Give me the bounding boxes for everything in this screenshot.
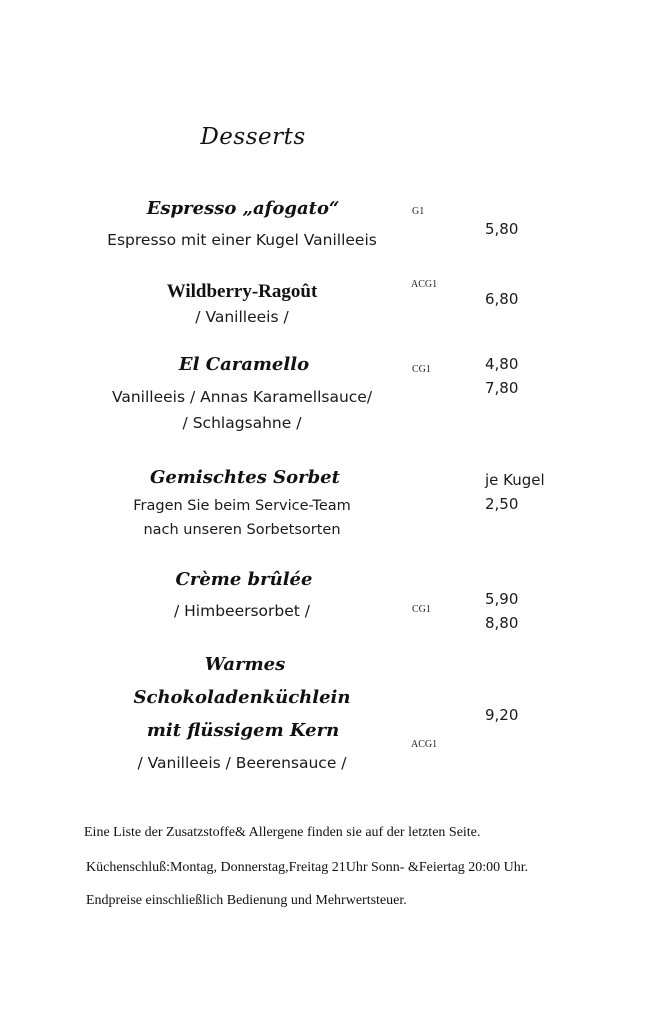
page-title: Desserts bbox=[200, 124, 306, 150]
menu-item-description: Vanilleeis / Annas Karamellsauce/ bbox=[111, 388, 373, 406]
menu-item-price: 7,80 bbox=[485, 379, 519, 397]
allergen-code: ACG1 bbox=[411, 279, 438, 290]
menu-item-description: Espresso mit einer Kugel Vanilleeis bbox=[107, 231, 377, 249]
menu-item-description: Fragen Sie beim Service-Team bbox=[133, 498, 351, 514]
menu-item-description: / Himbeersorbet / bbox=[173, 602, 311, 620]
allergen-code: ACG1 bbox=[411, 739, 438, 750]
menu-item-name: Crème brûlée bbox=[175, 569, 313, 590]
kitchen-hours-note: Küchenschluß:Montag, Donnerstag,Freitag 21Uhr Sonn- &Feiertag 20:00 Uhr. bbox=[86, 860, 529, 875]
allergen-code: G1 bbox=[412, 206, 425, 217]
menu-item-price: 5,80 bbox=[485, 220, 519, 238]
allergen-note: Eine Liste der Zusatzstoffe& Allergene finden sie auf der letzten Seite. bbox=[84, 825, 481, 840]
menu-item-price: 2,50 bbox=[485, 495, 519, 513]
menu-item-price-note: je Kugel bbox=[485, 471, 545, 489]
menu-item-name: El Caramello bbox=[178, 354, 310, 375]
allergen-code: CG1 bbox=[412, 364, 431, 375]
menu-item-price: 5,90 bbox=[485, 590, 519, 608]
menu-item-description: nach unseren Sorbetsorten bbox=[143, 522, 341, 538]
menu-item-name: Gemischtes Sorbet bbox=[150, 467, 340, 488]
menu-item-name: Schokoladenküchlein bbox=[133, 687, 351, 708]
menu-item-price: 6,80 bbox=[485, 290, 519, 308]
menu-item-description: / Vanilleeis / bbox=[195, 308, 289, 326]
menu-item-price: 8,80 bbox=[485, 614, 519, 632]
menu-item-description: / Vanilleeis / Beerensauce / bbox=[137, 754, 347, 772]
menu-item-name: Espresso „afogato“ bbox=[146, 198, 340, 219]
allergen-code: CG1 bbox=[412, 604, 431, 615]
menu-item-price: 9,20 bbox=[485, 706, 519, 724]
menu-item-name: Wildberry-Ragoût bbox=[166, 281, 318, 302]
menu-item-description: / Schlagsahne / bbox=[182, 414, 302, 432]
menu-item-price: 4,80 bbox=[485, 355, 519, 373]
menu-item-name: mit flüssigem Kern bbox=[146, 720, 340, 741]
price-note: Endpreise einschließlich Bedienung und Mehrwertsteuer. bbox=[86, 893, 407, 908]
menu-item-name: Warmes bbox=[204, 654, 286, 675]
